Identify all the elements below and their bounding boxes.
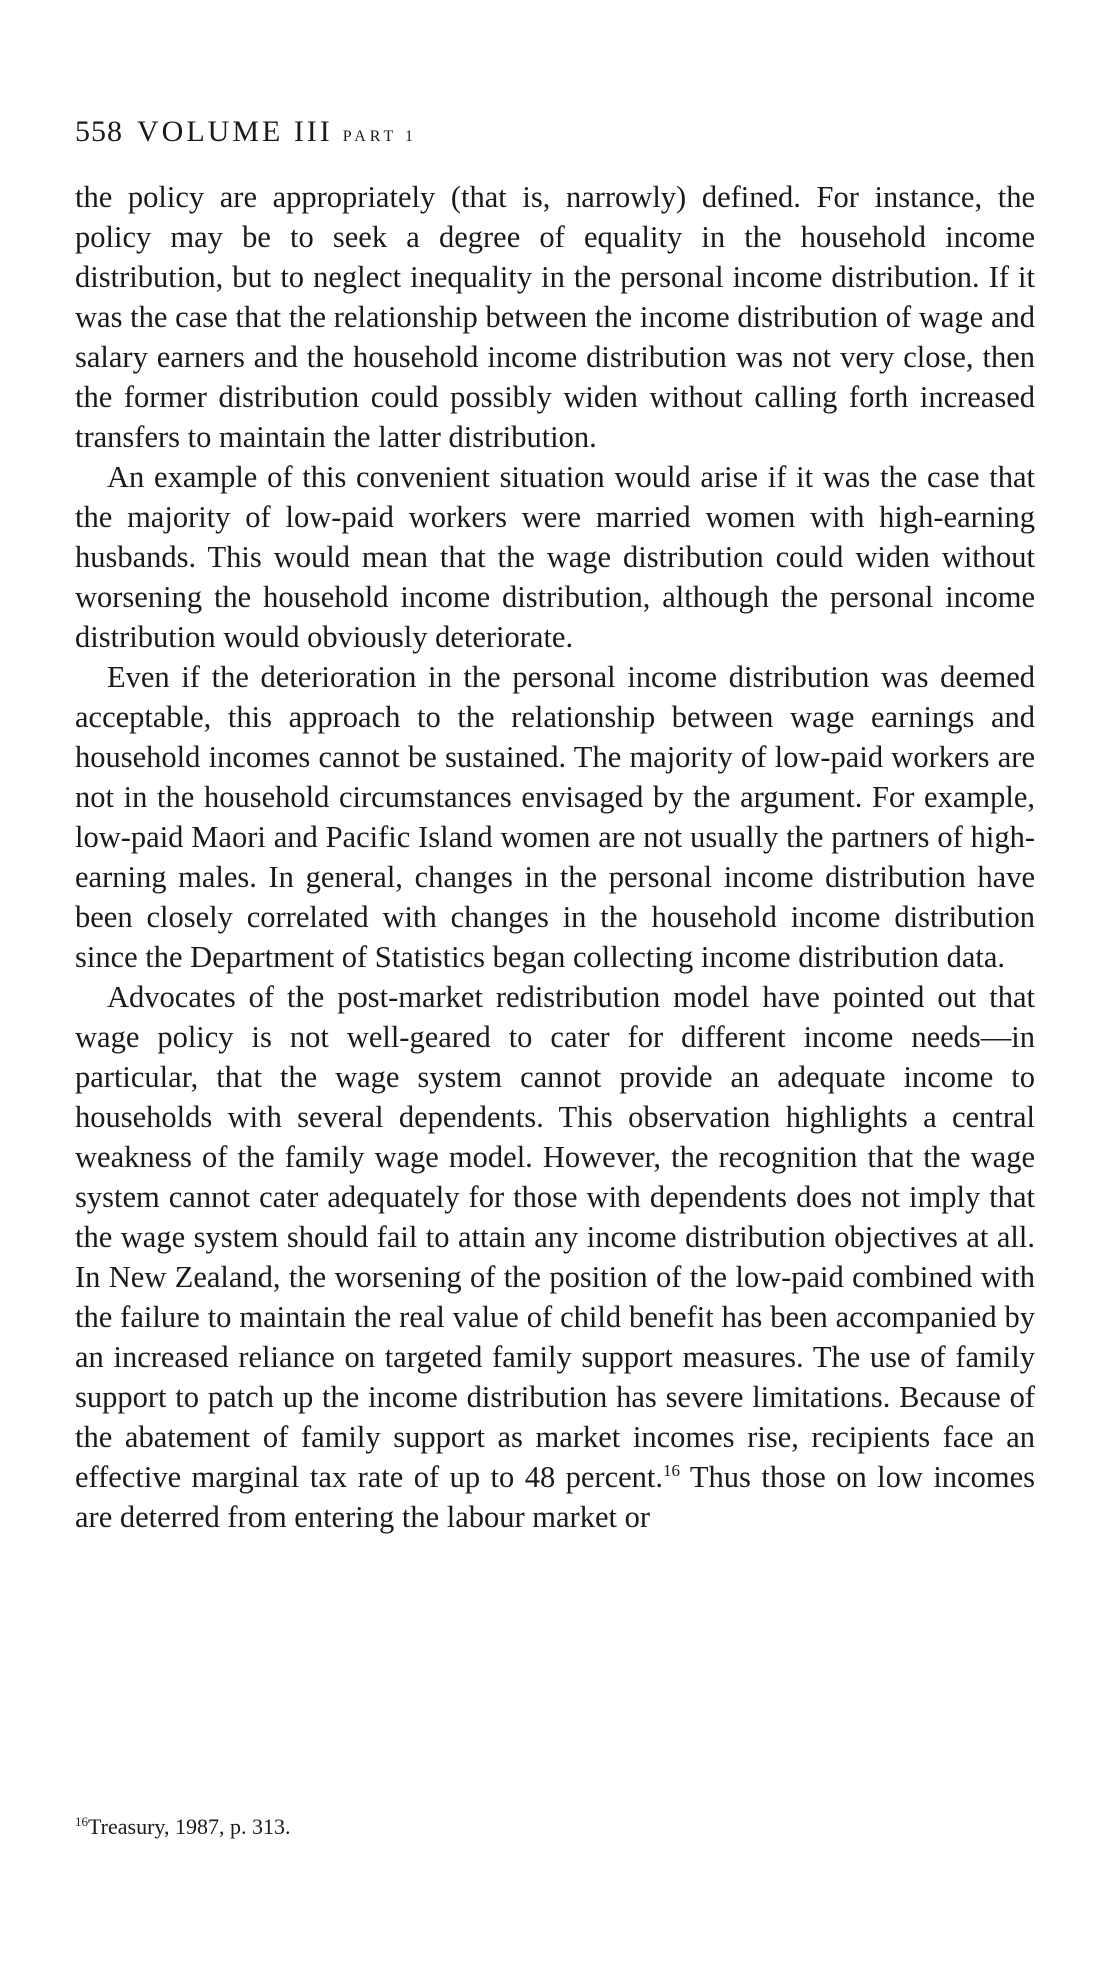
paragraph-4-text: Advocates of the post-market redistribution model have pointed out that wage policy is not well-geared to cater for different income needs—in particular, that the wage system cannot provide an adequate income to households with several dependents. This observation highlights a central weakness of the family wage model. However, the recognition that the wage system cannot cater adequately for those with dependents does not imply that the wage system should fail to attain any income distribution objectives at all. In New Zealand, the worsening of the position of the low-paid combined with the failure to maintain the real value of child benefit has been accompanied by an increased reliance on targeted family support measures. The use of family support to patch up the income distribution has severe limitations. Because of the abatement of family support as market incomes rise, recipients face an effective marginal tax rate of up to 48 percent. [75, 980, 1035, 1494]
page-body [75, 112, 1035, 1537]
volume-label: VOLUME III [137, 115, 333, 148]
paragraph-2: An example of this convenient situation would arise if it was the case that the majority of low-paid workers were married women with high-earning husbands. This would mean that the wage distribution could widen without worsening the household income distribution, although the personal income distribution would obviously deteriorate. [75, 460, 1035, 654]
paragraph-3: Even if the deterioration in the personal income distribution was deemed acceptable, this approach to the relationship between wage earnings and household incomes cannot be sustained. The majority of low-paid workers are not in the household circumstances envisaged by the argument. For example, low-paid Maori and Pacific Island women are not usually the partners of high-earning males. In general, changes in the personal income distribution have been closely correlated with changes in the household income distribution since the Department of Statistics began collecting income distribution data. [75, 660, 1035, 974]
body-text [75, 177, 1035, 1537]
page-number: 558 [75, 115, 123, 148]
running-head [75, 112, 1035, 157]
footnote-marker: 16 [75, 1814, 88, 1829]
footnote-reference: 16 [663, 1460, 681, 1480]
part-label: PART 1 [342, 128, 417, 145]
paragraph-1: the policy are appropriately (that is, narrowly) defined. For instance, the policy may be to seek a degree of equality in the household income distribution, but to neglect inequality in the personal income distribution. If it was the case that the relationship between the income distribution of wage and salary earners and the household income distribution was not very close, then the former distribution could possibly widen without calling forth increased transfers to maintain the latter distribution. [75, 180, 1035, 454]
footnote [75, 1812, 290, 1842]
paragraph-4 [75, 977, 1035, 1537]
footnote-text: Treasury, 1987, p. 313. [88, 1814, 291, 1839]
paragraph-4-continuation: Thus those on low incomes are deterred from entering the labour market or [75, 1460, 1035, 1534]
